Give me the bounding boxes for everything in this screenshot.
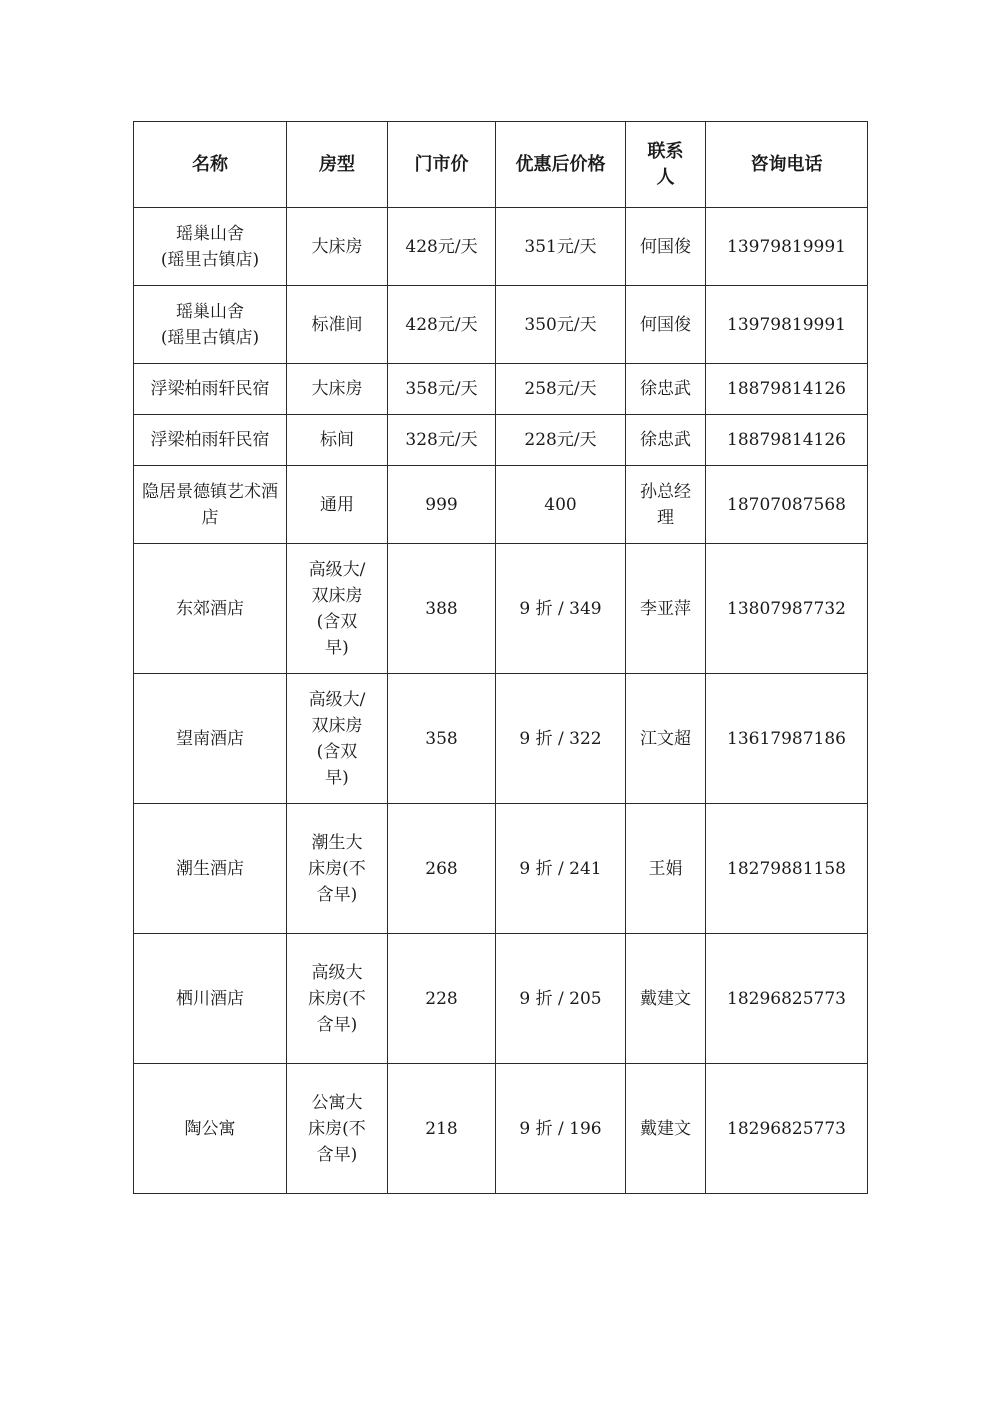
table-row — [134, 674, 868, 804]
contact-cell: 李亚萍 — [626, 544, 706, 674]
hotel-name-cell: 瑶巢山舍 (瑶里古镇店) — [134, 286, 287, 364]
room-type-cell: 高级大/双床房(含双早) — [287, 674, 388, 804]
phone-cell: 18879814126 — [706, 415, 868, 466]
phone-cell: 18279881158 — [706, 804, 868, 934]
list-price-cell: 358元/天 — [388, 364, 496, 415]
list-price-cell: 358 — [388, 674, 496, 804]
hotel-name-cell: 浮梁柏雨轩民宿 — [134, 364, 287, 415]
header-contact: 联系人 — [626, 122, 706, 208]
table-row — [134, 364, 868, 415]
room-type-cell: 高级大/双床房(含双早) — [287, 544, 388, 674]
contact-cell: 徐忠武 — [626, 415, 706, 466]
list-price-cell: 228 — [388, 934, 496, 1064]
room-type-cell: 标间 — [287, 415, 388, 466]
room-type-cell: 大床房 — [287, 364, 388, 415]
table-row — [134, 415, 868, 466]
room-type-cell: 高级大床房(不含早) — [287, 934, 388, 1064]
discount-price-cell: 351元/天 — [496, 208, 626, 286]
phone-cell: 18296825773 — [706, 1064, 868, 1194]
room-type-cell: 公寓大床房(不含早) — [287, 1064, 388, 1194]
table-row — [134, 466, 868, 544]
header-room-type: 房型 — [287, 122, 388, 208]
discount-price-cell: 9 折 / 196 — [496, 1064, 626, 1194]
room-type-cell: 通用 — [287, 466, 388, 544]
contact-cell: 王娟 — [626, 804, 706, 934]
discount-price-cell: 9 折 / 349 — [496, 544, 626, 674]
contact-cell: 戴建文 — [626, 1064, 706, 1194]
header-name: 名称 — [134, 122, 287, 208]
table-row — [134, 544, 868, 674]
list-price-cell: 218 — [388, 1064, 496, 1194]
hotel-name-cell: 栖川酒店 — [134, 934, 287, 1064]
contact-cell: 孙总经理 — [626, 466, 706, 544]
list-price-cell: 268 — [388, 804, 496, 934]
table-row — [134, 934, 868, 1064]
room-type-cell: 大床房 — [287, 208, 388, 286]
phone-cell: 18707087568 — [706, 466, 868, 544]
discount-price-cell: 400 — [496, 466, 626, 544]
discount-price-cell: 9 折 / 205 — [496, 934, 626, 1064]
table-row — [134, 286, 868, 364]
room-type-cell: 潮生大床房(不含早) — [287, 804, 388, 934]
list-price-cell: 328元/天 — [388, 415, 496, 466]
phone-cell: 13617987186 — [706, 674, 868, 804]
list-price-cell: 428元/天 — [388, 286, 496, 364]
contact-cell: 徐忠武 — [626, 364, 706, 415]
header-list-price: 门市价 — [388, 122, 496, 208]
hotel-name-cell: 陶公寓 — [134, 1064, 287, 1194]
phone-cell: 18296825773 — [706, 934, 868, 1064]
contact-cell: 何国俊 — [626, 286, 706, 364]
phone-cell: 13979819991 — [706, 208, 868, 286]
hotel-name-cell: 隐居景德镇艺术酒店 — [134, 466, 287, 544]
list-price-cell: 428元/天 — [388, 208, 496, 286]
discount-price-cell: 350元/天 — [496, 286, 626, 364]
hotel-name-cell: 瑶巢山舍 (瑶里古镇店) — [134, 208, 287, 286]
header-discount-price: 优惠后价格 — [496, 122, 626, 208]
table-row — [134, 1064, 868, 1194]
room-type-cell: 标准间 — [287, 286, 388, 364]
discount-price-cell: 258元/天 — [496, 364, 626, 415]
phone-cell: 13807987732 — [706, 544, 868, 674]
contact-cell: 何国俊 — [626, 208, 706, 286]
table-row — [134, 804, 868, 934]
discount-price-cell: 228元/天 — [496, 415, 626, 466]
hotel-price-table — [133, 121, 868, 1194]
hotel-name-cell: 望南酒店 — [134, 674, 287, 804]
table-header-row — [134, 122, 868, 208]
discount-price-cell: 9 折 / 241 — [496, 804, 626, 934]
hotel-name-cell: 浮梁柏雨轩民宿 — [134, 415, 287, 466]
discount-price-cell: 9 折 / 322 — [496, 674, 626, 804]
table-row — [134, 208, 868, 286]
header-phone: 咨询电话 — [706, 122, 868, 208]
contact-cell: 江文超 — [626, 674, 706, 804]
hotel-name-cell: 潮生酒店 — [134, 804, 287, 934]
phone-cell: 13979819991 — [706, 286, 868, 364]
list-price-cell: 388 — [388, 544, 496, 674]
list-price-cell: 999 — [388, 466, 496, 544]
contact-cell: 戴建文 — [626, 934, 706, 1064]
hotel-name-cell: 东郊酒店 — [134, 544, 287, 674]
phone-cell: 18879814126 — [706, 364, 868, 415]
